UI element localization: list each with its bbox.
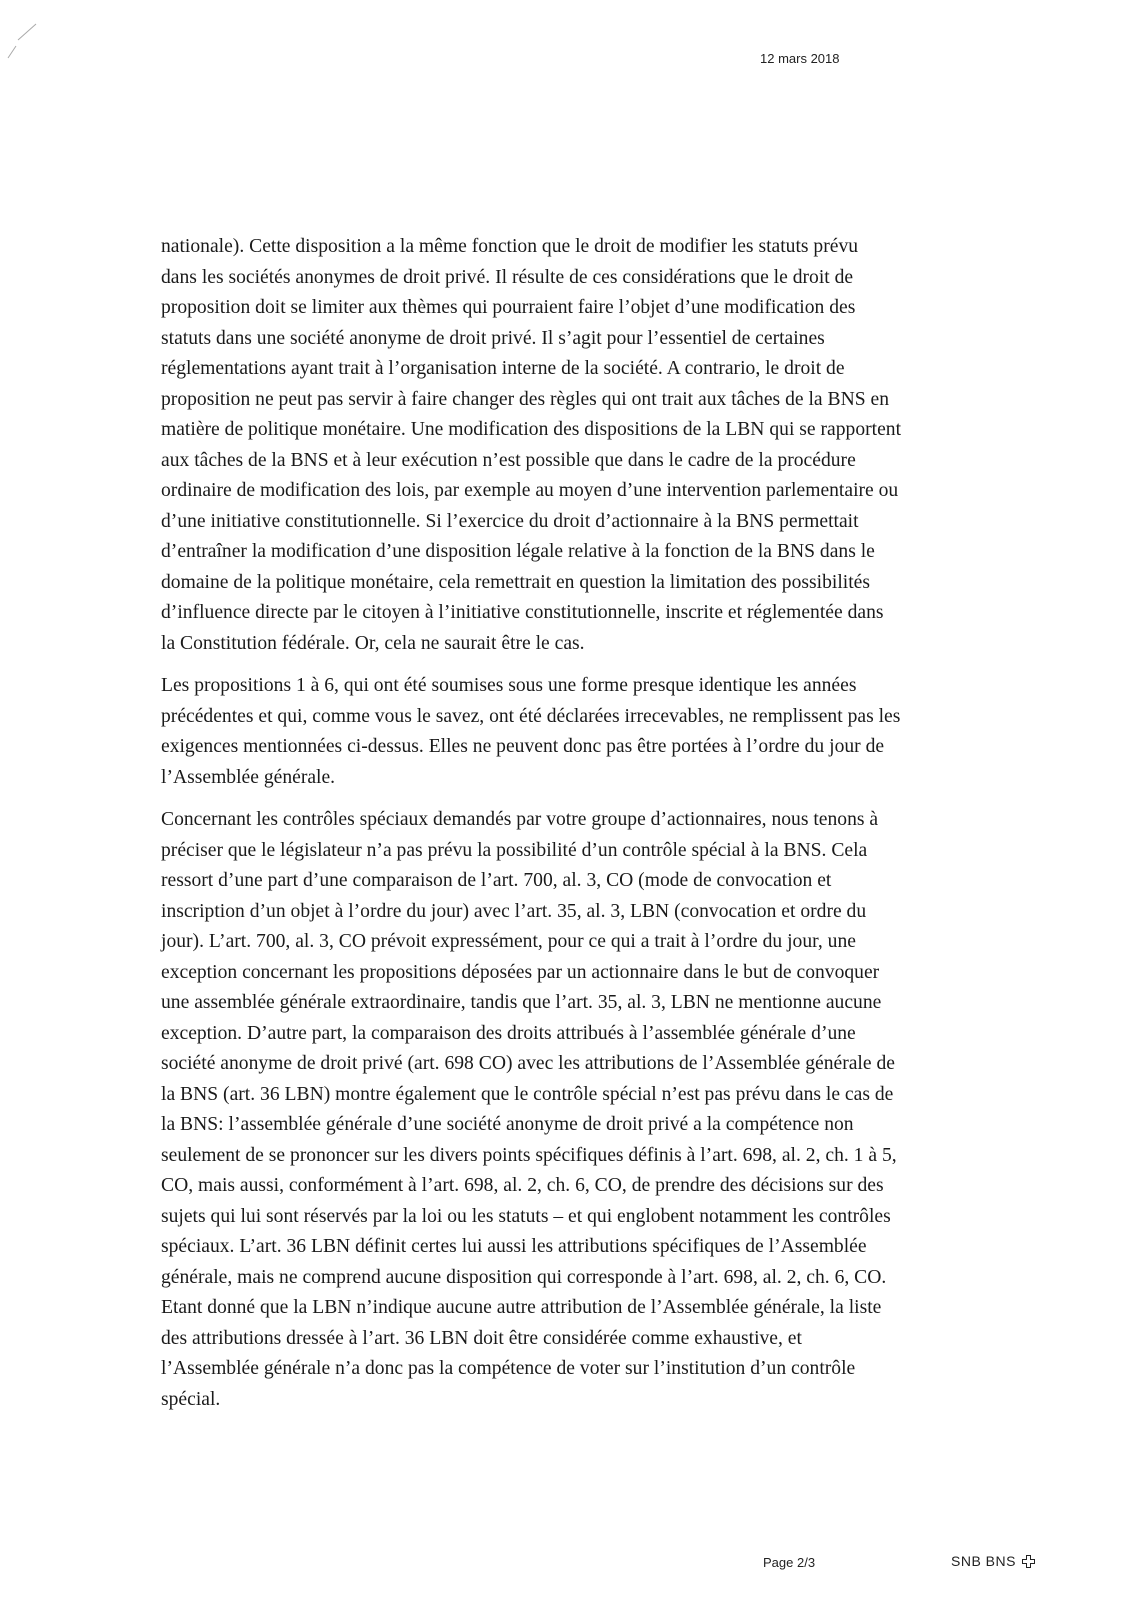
document-date: 12 mars 2018 <box>760 51 840 66</box>
swiss-cross-icon <box>1022 1555 1035 1568</box>
paragraph-proposals-inadmissible: Les propositions 1 à 6, qui ont été soumises sous une forme presque identique les années précédentes et qui, comme vous le savez, ont été déclarées irrecevables, ne remplissent pas les exigences mentionnées ci-dessus. Elles ne peuvent donc pas être portées à l’ordre du jour de l’Assemblée générale. <box>161 675 901 788</box>
page-number: Page 2/3 <box>763 1555 816 1570</box>
scan-mark <box>6 20 46 60</box>
letter-body <box>161 232 1034 1427</box>
brand-text: SNB BNS <box>951 1553 1016 1569</box>
brand-logo <box>951 1553 1035 1569</box>
paragraph-special-audits: Concernant les contrôles spéciaux demandés par votre groupe d’actionnaires, nous tenons à préciser que le législateur n’a pas prévu la possibilité d’un contrôle spécial à la BNS. Cela ressort d’une part d’une comparaison de l’art. 700, al. 3, CO (mode de convocation et inscription d’un objet à l’ordre du jour) avec l’art. 35, al. 3, LBN (convocation et ordre du jour). L’art. 700, al. 3, CO prévoit expressément, pour ce qui a trait à l’ordre du jour, une exception concernant les propositions déposées par un actionnaire dans le but de convoquer une assemblée générale extraordinaire, tandis que l’art. 35, al. 3, LBN ne mentionne aucune exception. D’autre part, la comparaison des droits attribués à l’assemblée générale d’une société anonyme de droit privé (art. 698 CO) avec les attributions de l’Assemblée générale de la BNS (art. 36 LBN) montre également que le contrôle spécial n’est pas prévu dans le cas de la BNS: l’assemblée générale d’une société anonyme de droit privé a la compétence non seulement de se prononcer sur les divers points spécifiques définis à l’art. 698, al. 2, ch. 1 à 5, CO, mais aussi, conformément à l’art. 698, al. 2, ch. 6, CO, de prendre des décisions sur des sujets qui lui sont réservés par la loi ou les statuts – et qui englobent notamment les contrôles spéciaux. L’art. 36 LBN définit certes lui aussi les attributions spécifiques de l’Assemblée générale, mais ne comprend aucune disposition qui corresponde à l’art. 698, al. 2, ch. 6, CO. Etant donné que la LBN n’indique aucune autre attribution de l’Assemblée générale, la liste des attributions dressée à l’art. 36 LBN doit être considérée comme exhaustive, et l’Assemblée générale n’a donc pas la compétence de voter sur l’institution d’un contrôle spécial. <box>161 809 897 1410</box>
paragraph-proposition-scope: nationale). Cette disposition a la même fonction que le droit de modifier les statuts prévu dans les sociétés anonymes de droit privé. Il résulte de ces considérations que le droit de proposition doit se limiter aux thèmes qui pourraient faire l’objet d’une modification des statuts dans une société anonyme de droit privé. Il s’agit pour l’essentiel de certaines réglementations ayant trait à l’organisation interne de la société. A contrario, le droit de proposition ne peut pas servir à faire changer des règles qui ont trait aux tâches de la BNS en matière de politique monétaire. Une modification des dispositions de la LBN qui se rapportent aux tâches de la BNS et à leur exécution n’est possible que dans le cadre de la procédure ordinaire de modification des lois, par exemple au moyen d’une intervention parlementaire ou d’une initiative constitutionnelle. Si l’exercice du droit d’actionnaire à la BNS permettait d’entraîner la modification d’une disposition légale relative à la fonction de la BNS dans le domaine de la politique monétaire, cela remettrait en question la limitation des possibilités d’influence directe par le citoyen à l’initiative constitutionnelle, inscrite et réglementée dans la Constitution fédérale. Or, cela ne saurait être le cas. <box>161 236 902 654</box>
